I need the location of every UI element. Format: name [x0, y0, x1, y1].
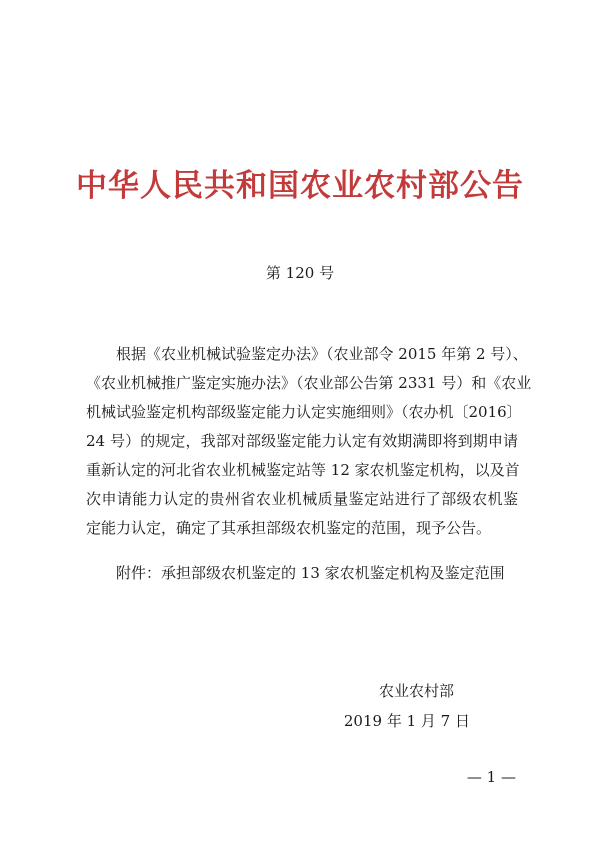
page-number: — 1 —: [466, 768, 516, 786]
document-number: 第 120 号: [265, 264, 335, 282]
body-line-3: 机械试验鉴定机构部级鉴定能力认定实施细则》（农办机〔2016〕: [86, 403, 522, 421]
document-title: 中华人民共和国农业农村部公告: [76, 168, 524, 204]
document-body: [86, 340, 532, 543]
body-line-2: 《农业机械推广鉴定实施办法》（农业部公告第 2331 号）和《农业: [86, 374, 532, 392]
issuer-name: 农业农村部: [378, 682, 454, 700]
body-line-5: 重新认定的河北省农业机械鉴定站等 12 家农机鉴定机构，以及首: [86, 461, 520, 479]
body-line-7: 定能力认定，确定了其承担部级农机鉴定的范围，现予公告。: [86, 519, 492, 537]
body-line-1: 根据《农业机械试验鉴定办法》（农业部令 2015 年第 2 号）、: [116, 345, 528, 363]
body-line-6: 次申请能力认定的贵州省农业机械质量鉴定站进行了部级农机鉴: [86, 490, 518, 508]
body-line-4: 24 号）的规定，我部对部级鉴定能力认定有效期满即将到期申请: [86, 432, 518, 450]
issue-date: 2019 年 1 月 7 日: [343, 712, 470, 730]
attachment-note: 附件：承担部级农机鉴定的 13 家农机鉴定机构及鉴定范围: [116, 564, 505, 582]
